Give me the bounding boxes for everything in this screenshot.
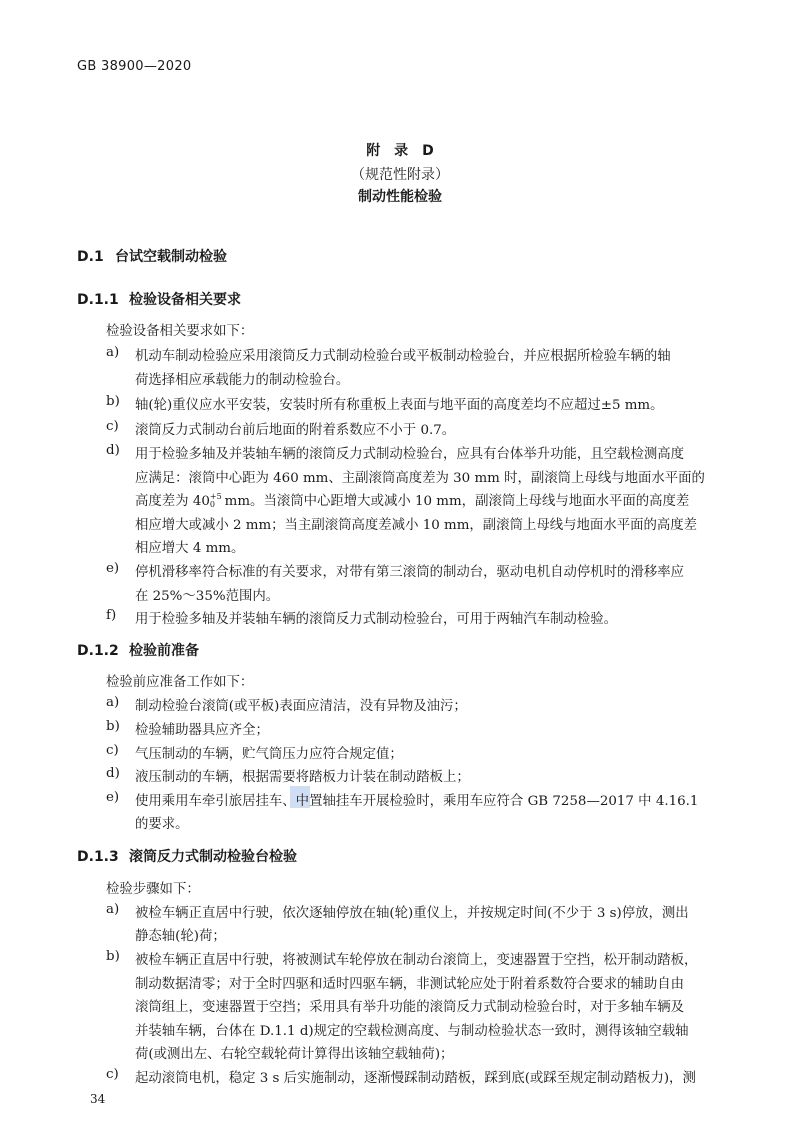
list-line: 液压制动的车辆，根据需要将踏板力计装在制动踏板上； (135, 770, 470, 785)
section-number: D.1 (77, 249, 104, 265)
list-line: 荷(或测出左、右轮空载轮荷计算得出该轴空载轴荷)； (135, 1047, 454, 1062)
list-line: 制动检验台滚筒(或平板)表面应清洁，没有异物及油污； (135, 699, 467, 714)
subsection-heading (77, 640, 199, 660)
list-line: 静态轴(轮)荷； (135, 929, 226, 944)
subsection-title: 检验前准备 (129, 643, 199, 659)
tolerance-rest: mm。当滚筒中心距增大或减小 10 mm，副滚筒上母线与地面水平面的高度差 (224, 494, 690, 509)
subsection-number: D.1.2 (77, 643, 119, 659)
subsection-number: D.1.1 (77, 292, 119, 308)
list-label: a) (106, 345, 120, 360)
list-line: 在 25%～35%范围内。 (135, 589, 280, 604)
list-line: 被检车辆正直居中行驶，将被测试车轮停放在制动台滚筒上，变速器置于空挡，松开制动踏板， (135, 953, 698, 968)
list-line: 检验辅助器具应齐全； (135, 723, 269, 738)
list-label: c) (106, 419, 119, 434)
list-label: d) (106, 766, 120, 781)
list-line: 起动滚筒电机，稳定 3 s 后实施制动，逐渐慢踩制动踏板，踩到底(或踩至规定制动踏板力)，测 (135, 1071, 696, 1086)
section-title: 台试空载制动检验 (115, 249, 227, 265)
list-line: 滚筒反力式制动台前后地面的附着系数应不小于 0.7。 (135, 423, 456, 438)
list-line: 被检车辆正直居中行驶，依次逐轴停放在轴(轮)重仪上，并按规定时间(不少于 3 s)停放，测出 (135, 906, 689, 921)
annex-label: 附 录 D (366, 143, 434, 159)
paragraph-intro: 检验步骤如下： (106, 882, 200, 897)
list-label: c) (106, 743, 119, 758)
list-line: 使用乘用车牵引旅居挂车、中置轴挂车开展检验时，乘用车应符合 GB 7258—2017 中 4.16.1 (135, 794, 699, 809)
list-line-with-tolerance (135, 490, 689, 509)
annex-nature: （规范性附录） (351, 167, 449, 183)
tolerance-upper: +5 (209, 492, 222, 501)
list-label: b) (106, 719, 120, 734)
list-line: 的要求。 (135, 817, 189, 832)
section-heading (77, 246, 227, 266)
subsection-heading (77, 289, 241, 309)
list-label: a) (106, 902, 120, 917)
list-line: 滚筒组上，变速器置于空挡；采用具有举升功能的滚筒反力式制动检验台时，对于多轴车辆及 (135, 1000, 685, 1015)
list-label: e) (106, 561, 120, 576)
list-line: 机动车制动检验应采用滚筒反力式制动检验台或平板制动检验台，并应根据所检验车辆的轴 (135, 349, 671, 364)
tolerance-marks (210, 493, 222, 509)
subsection-heading (77, 846, 297, 866)
list-label: c) (106, 1067, 119, 1082)
list-line: 并装轴车辆，台体在 D.1.1 d)规定的空载检测高度、与制动检验状态一致时，测得该轴空载轴 (135, 1024, 689, 1039)
list-label: d) (106, 443, 120, 458)
subsection-number: D.1.3 (77, 849, 119, 865)
list-line: 轴(轮)重仪应水平安装，安装时所有称重板上表面与地平面的高度差均不应超过±5 mm。 (135, 398, 664, 413)
list-line: 气压制动的车辆，贮气筒压力应符合规定值； (135, 747, 403, 762)
subsection-title: 滚筒反力式制动检验台检验 (129, 849, 297, 865)
list-line: 相应增大 4 mm。 (135, 541, 245, 556)
annex-title: 制动性能检验 (358, 189, 442, 205)
tolerance-value: 高度差为 40 (135, 494, 210, 509)
list-label: b) (106, 949, 120, 964)
paragraph-intro: 检验前应准备工作如下： (106, 675, 254, 690)
list-line: 用于检验多轴及并装轴车辆的滚筒反力式制动检验台，应具有台体举升功能，且空载检测高度 (135, 447, 685, 462)
list-line: 荷选择相应承载能力的制动检验台。 (135, 373, 350, 388)
list-label: e) (106, 790, 120, 805)
list-label: f) (106, 608, 117, 623)
list-line: 制动数据清零；对于全时四驱和适时四驱车辆，非测试轮应处于附着系数符合要求的辅助自由 (135, 977, 685, 992)
paragraph-intro: 检验设备相关要求如下： (106, 324, 254, 339)
list-label: a) (106, 695, 120, 710)
list-line: 用于检验多轴及并装轴车辆的滚筒反力式制动检验台，可用于两轴汽车制动检验。 (135, 612, 618, 627)
list-line: 停机滑移率符合标准的有关要求，对带有第三滚筒的制动台，驱动电机自动停机时的滑移率应 (135, 565, 685, 580)
list-line: 相应增大或减小 2 mm；当主副滚筒高度差减小 10 mm，副滚筒上母线与地面水平面的高度差 (135, 518, 698, 533)
list-line: 应满足：滚筒中心距为 460 mm、主副滚筒高度差为 30 mm 时，副滚筒上母线与地面水平面的 (135, 471, 705, 486)
page-number: 34 (90, 1092, 106, 1106)
standard-number: GB 38900—2020 (77, 59, 192, 74)
subsection-title: 检验设备相关要求 (129, 292, 241, 308)
tolerance-lower: 0 (209, 500, 215, 509)
list-label: b) (106, 394, 120, 409)
